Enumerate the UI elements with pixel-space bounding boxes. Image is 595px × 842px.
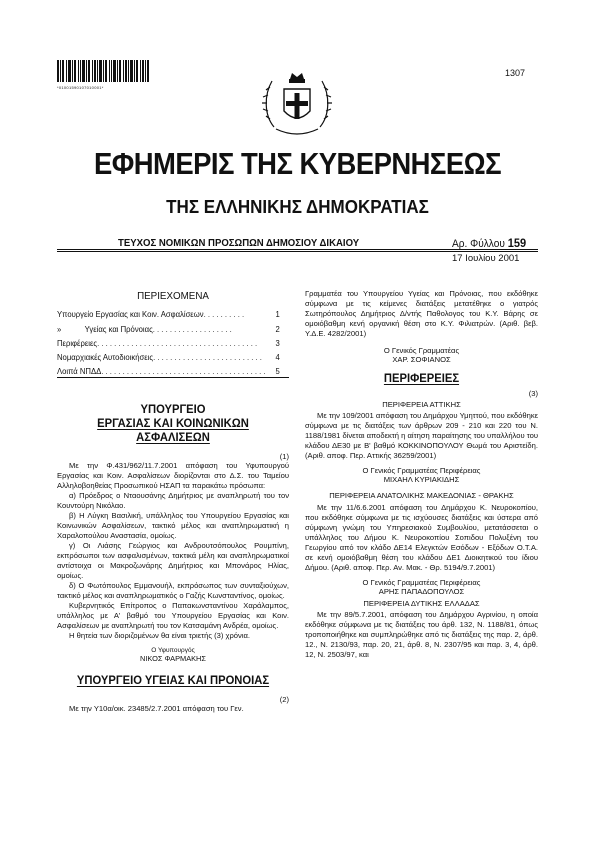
toc-row[interactable] bbox=[57, 353, 280, 362]
sheet-value: 159 bbox=[507, 236, 527, 250]
toc-dots: . . . . . . . . . . . . . . . . . . . . . . . . . . bbox=[153, 353, 262, 362]
section-heading bbox=[314, 371, 528, 385]
body-text bbox=[305, 503, 538, 573]
paragraph: Με την 11/6.6.2001 απόφαση του Δημάρχου Κ. Νευροκοπίου, που εκδόθηκε σύμφωνα με τις ισχύουσες διατάξεις και ύστερα από σύμφωνη γνώμη του Υπηρεσιακού Συμβουλίου, μετατάσσεται ο υπάλληλος του Δήμου Κ. Νευροκοπίου Σοπιδου Πολυξένη του Γεωργίου από τον κλάδο ΔΕ14 Ελεγκτών Εσόδων - Εξόδων Ο.Τ.Α. σε κενή ομοιόβαθμη θέση του κλάδου ΔΕ1 Διοικητικού του ίδιου Δήμου. (Αριθ. αποφ. Περ. Αν. Μακ. - Θρ. 5194/9.7.2001) bbox=[305, 503, 538, 572]
toc-dots: . . . . . . . . . . . . . . . . . . . . . . . . . . . . . . . . . . . . . . . bbox=[101, 367, 266, 376]
paragraph: Με την Φ.431/962/11.7.2001 απόφαση του Υφυπουργού Εργασίας και Κοιν. Ασφαλίσεων διορίζονται στο Δ.Σ. του Ταμείου Αλληλοβοηθείας Προσωπικού ΗΣΑΠ τα παρακάτω πρόσωπα: bbox=[57, 461, 289, 490]
signature-name: ΜΙΧΑΗΛ ΚΥΡΙΑΚΙΔΗΣ bbox=[383, 475, 460, 484]
barcode-text: *01001590107010001* bbox=[57, 85, 104, 90]
region-heading: ΠΕΡΙΦΕΡΕΙΑ ΑΝΑΤΟΛΙΚΗΣ ΜΑΚΕΔΟΝΙΑΣ - ΘΡΑΚΗΣ bbox=[329, 491, 514, 500]
toc-dots: . . . . . . . . . . . . . . . . . . . bbox=[152, 325, 232, 334]
gazette-subtitle: ΤΗΣ ΕΛΛΗΝΙΚΗΣ ΔΗΜΟΚΡΑΤΙΑΣ bbox=[166, 196, 429, 217]
paragraph: Κυβερνητικός Επίτροπος ο Παπακωνσταντίνου Χαράλαμπος, υπάλληλος με Α' βαθμό του Υπουργείου Εργασίας και Κοιν. Ασφαλίσεων με αναπληρωτή του τον Κατσαμάνη Ανδρέα, ομοίως. bbox=[57, 601, 289, 630]
sheet-number bbox=[452, 236, 526, 250]
toc-label: » Υγείας και Πρόνοιας bbox=[57, 325, 153, 334]
paragraph: δ) Ο Φωτόπουλος Εμμανουήλ, εκπρόσωπος των συνταξιούχων, τακτικό μέλος και αναπληρωματικός ο Γαζής Κωνσταντίνος, ομοίως. bbox=[57, 581, 289, 600]
item-number: (1) bbox=[279, 452, 289, 461]
toc-page: 1 bbox=[275, 310, 280, 319]
sheet-label: Αρ. Φύλλου bbox=[452, 238, 505, 250]
toc-label: Λοιπά ΝΠΔΔ bbox=[57, 367, 102, 376]
header-rule bbox=[57, 249, 538, 250]
ministry-heading-text: ΥΠΟΥΡΓΕΙΟ ΥΓΕΙΑΣ ΚΑΙ ΠΡΟΝΟΙΑΣ bbox=[76, 673, 270, 687]
paragraph: Γραμματέα του Υπουργείου Υγείας και Πρόνοιας, που εκδόθηκε σύμφωνα με τις κείμενες διατάξεις μετατέθηκε ο γιατρός Σωτηρόπουλος Δημήτριος Δ/ντής Παθολογος του Κ.Υ. Βάρης σε ομοιόβαθμη κενή οργανική θέση στο Κ.Υ. Φιλιατρών. (Αριθ. βεβ. Υ.Δ.Ε. 4282/2001) bbox=[305, 289, 538, 338]
signature-name: ΝΙΚΟΣ ΦΑΡΜΑΚΗΣ bbox=[140, 654, 206, 663]
body-text bbox=[57, 704, 289, 714]
item-number: (2) bbox=[279, 695, 289, 704]
toc-row[interactable] bbox=[57, 339, 280, 348]
page-number: 1307 bbox=[505, 68, 526, 78]
right-column bbox=[305, 289, 538, 660]
signature-role: Ο Γενικός Γραμματέας Περιφέρειας bbox=[362, 578, 481, 587]
toc-row[interactable] bbox=[57, 310, 280, 319]
ministry-heading bbox=[66, 673, 279, 687]
toc-row[interactable] bbox=[57, 367, 280, 376]
body-text bbox=[305, 610, 538, 660]
toc-page: 2 bbox=[275, 325, 280, 334]
paragraph: Με την 89/5.7.2001, απόφαση του Δημάρχου Αγρινίου, η οποία εκδόθηκε σύμφωνα με τις διατάξεις του άρθ. 132, Ν. 1188/81, όπως τροποποιήθηκε και συμπληρώθηκε από τις διατάξεις της παρ. 2, άρθ. 12., Ν. 2130/93, παρ. 20, 21, άρθ. 8, Ν. 2307/95 και παρ. 3, 4, άρθ. 12, Ν. 2503/97, και bbox=[305, 610, 538, 659]
signature-role: Ο Υφυπουργός bbox=[151, 647, 195, 654]
paragraph: β) Η Λύγκη Βασιλική, υπάλληλος του Υπουργείου Εργασίας και Κοινωνικών Ασφαλίσεων, τακτικό μέλος και αναπληρωματική η Χαραλοπούλου Αναστασία, ομοίως. bbox=[57, 511, 289, 540]
region-heading: ΠΕΡΙΦΕΡΕΙΑ ΑΤΤΙΚΗΣ bbox=[382, 400, 461, 409]
signature-role: Ο Γενικός Γραμματέας Περιφέρειας bbox=[362, 466, 481, 475]
barcode bbox=[57, 60, 149, 82]
toc-dots: . . . . . . . . . . . . . . . . . . . . . . . . . . . . . . . . . . . . . . bbox=[97, 339, 258, 348]
paragraph: γ) Οι Λιάσης Γεώργιος και Ανδρουτσόπουλος Ρουμπίνη, εκπρόσωποι των ασφαλισμένων, τακτικά μέλη και αναπληρωματικοί αντίστοιχα οι Μακροζωνάρης Δημήτριος και Μπονάρος Ηλίας, ομοίως. bbox=[57, 541, 289, 580]
section-heading-text: ΠΕΡΙΦΕΡΕΙΕΣ bbox=[383, 371, 460, 385]
signature-name: ΑΡΗΣ ΠΑΠΑΔΟΠΟΥΛΟΣ bbox=[378, 587, 465, 596]
paragraph: α) Πρόεδρος ο Νταουσάνης Δημήτριος με αναπληρωτή του τον Κουντούρη Νικόλαο. bbox=[57, 491, 289, 510]
body-text bbox=[305, 411, 538, 461]
paragraph: Με την Υ10α/οικ. 23485/2.7.2001 απόφαση του Γεν. bbox=[69, 704, 244, 713]
gazette-title: ΕΦΗΜΕΡΙΣ ΤΗΣ ΚΥΒΕΡΝΗΣΕΩΣ bbox=[93, 147, 502, 181]
region-heading: ΠΕΡΙΦΕΡΕΙΑ ΔΥΤΙΚΗΣ ΕΛΛΑΔΑΣ bbox=[363, 599, 480, 608]
issue-name: ΤΕΥΧΟΣ ΝΟΜΙΚΩΝ ΠΡΟΣΩΠΩΝ ΔΗΜΟΣΙΟΥ ΔΙΚΑΙΟΥ bbox=[118, 238, 360, 249]
toc-label: Περιφέρειες bbox=[57, 339, 98, 348]
paragraph: Η θητεία των διοριζομένων θα είναι τριετής (3) χρόνια. bbox=[69, 631, 251, 640]
toc-label: Υπουργείο Εργασίας και Κοιν. Ασφαλίσεων bbox=[57, 310, 204, 319]
paragraph: Με την 109/2001 απόφαση του Δημάρχου Υμηττού, που εκδόθηκε σύμφωνα με τις διατάξεις των άρθρων 209 - 210 και 220 του Ν. 1188/1981 δίνεται αποδεκτή η αίτηση παραίτησης του υπαλλήλου του κλάδου ΔΕ30 με Β' βαθμό ΚΟΚΚΙΝΟΠΟΥΛΟΥ Θωμά του Αριστείδη. (Αριθ. αποφ. Περ. Αττικής 36259/2001) bbox=[305, 411, 538, 460]
item-number: (3) bbox=[528, 389, 538, 398]
toc-dots: . . . . . . . . . . bbox=[203, 310, 245, 319]
toc-title: ΠΕΡΙΕΧΟΜΕΝΑ bbox=[137, 291, 209, 302]
toc-label: Νομαρχιακές Αυτοδιοικήσεις bbox=[57, 353, 154, 362]
toc-row[interactable] bbox=[57, 325, 280, 334]
issue-date: 17 Ιουλίου 2001 bbox=[452, 253, 520, 264]
header-rule-thin bbox=[57, 251, 538, 252]
body-text bbox=[305, 289, 538, 339]
toc-page: 5 bbox=[275, 367, 280, 376]
body-text bbox=[57, 461, 289, 641]
signature-role: Ο Γενικός Γραμματέας bbox=[383, 346, 460, 355]
signature-name: ΧΑΡ. ΣΟΦΙΑΝΟΣ bbox=[392, 355, 451, 364]
ministry-heading bbox=[66, 416, 279, 444]
left-column bbox=[57, 402, 289, 714]
ministry-heading-text: ΕΡΓΑΣΙΑΣ ΚΑΙ ΚΟΙΝΩΝΙΚΩΝ ΑΣΦΑΛΙΣΕΩΝ bbox=[97, 416, 249, 444]
greek-coat-of-arms-emblem bbox=[262, 67, 332, 139]
toc-page: 4 bbox=[275, 353, 280, 362]
ministry-heading: ΥΠΟΥΡΓΕΙΟ bbox=[140, 402, 206, 416]
toc-page: 3 bbox=[275, 339, 280, 348]
